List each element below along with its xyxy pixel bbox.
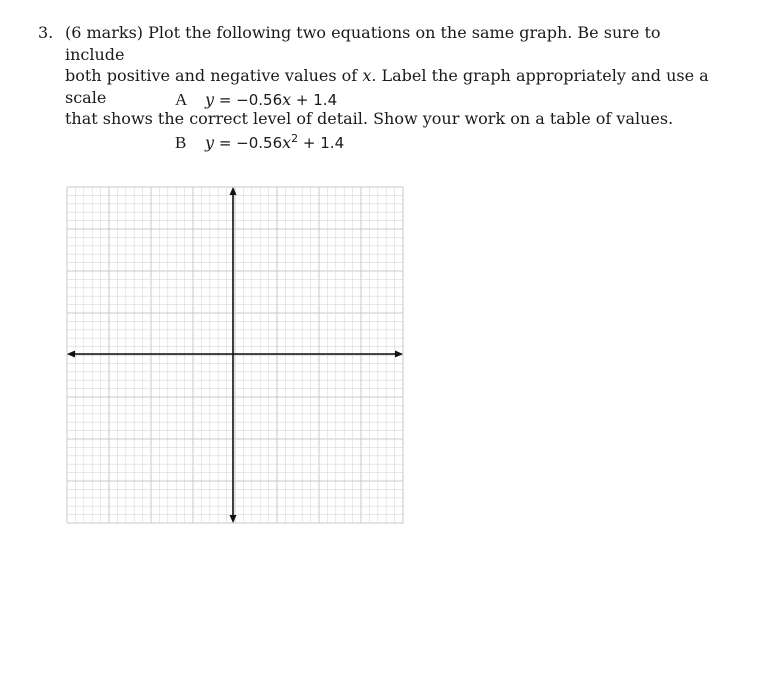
equation-b-tail: + 1.4 (298, 134, 345, 152)
question-text (65, 22, 725, 130)
question-line-2b: . Label the graph appropriately and use a scale (65, 66, 709, 107)
equation-b-label: B (175, 133, 187, 152)
x-axis-left-arrow (67, 351, 75, 358)
question-line-1: Plot the following two equations on the same graph. Be sure to include (65, 23, 661, 64)
equation-a-rhs: = −0.56 (214, 91, 283, 109)
question-line-3: that shows the correct level of detail. Show your work on a table of values. (65, 109, 674, 128)
question-number: 3. (38, 23, 54, 42)
graph-grid (66, 186, 404, 524)
equation-a-var: x (282, 90, 292, 109)
equation-b-exponent: 2 (291, 132, 299, 145)
equation-b-rhs: = −0.56 (214, 134, 283, 152)
equation-a-lhs: y (205, 90, 215, 109)
equation-b-lhs: y (205, 133, 215, 152)
question-marks: (6 marks) (65, 23, 144, 42)
graph-paper[interactable] (66, 186, 404, 524)
question-variable: x (362, 66, 372, 85)
equation-a (175, 90, 337, 110)
x-axis-right-arrow (395, 351, 403, 358)
question-line-2a: both positive and negative values of (65, 66, 363, 85)
equation-b (175, 132, 344, 153)
equation-a-tail: + 1.4 (291, 91, 338, 109)
equation-b-var: x (282, 133, 292, 152)
equation-a-label: A (175, 90, 188, 109)
